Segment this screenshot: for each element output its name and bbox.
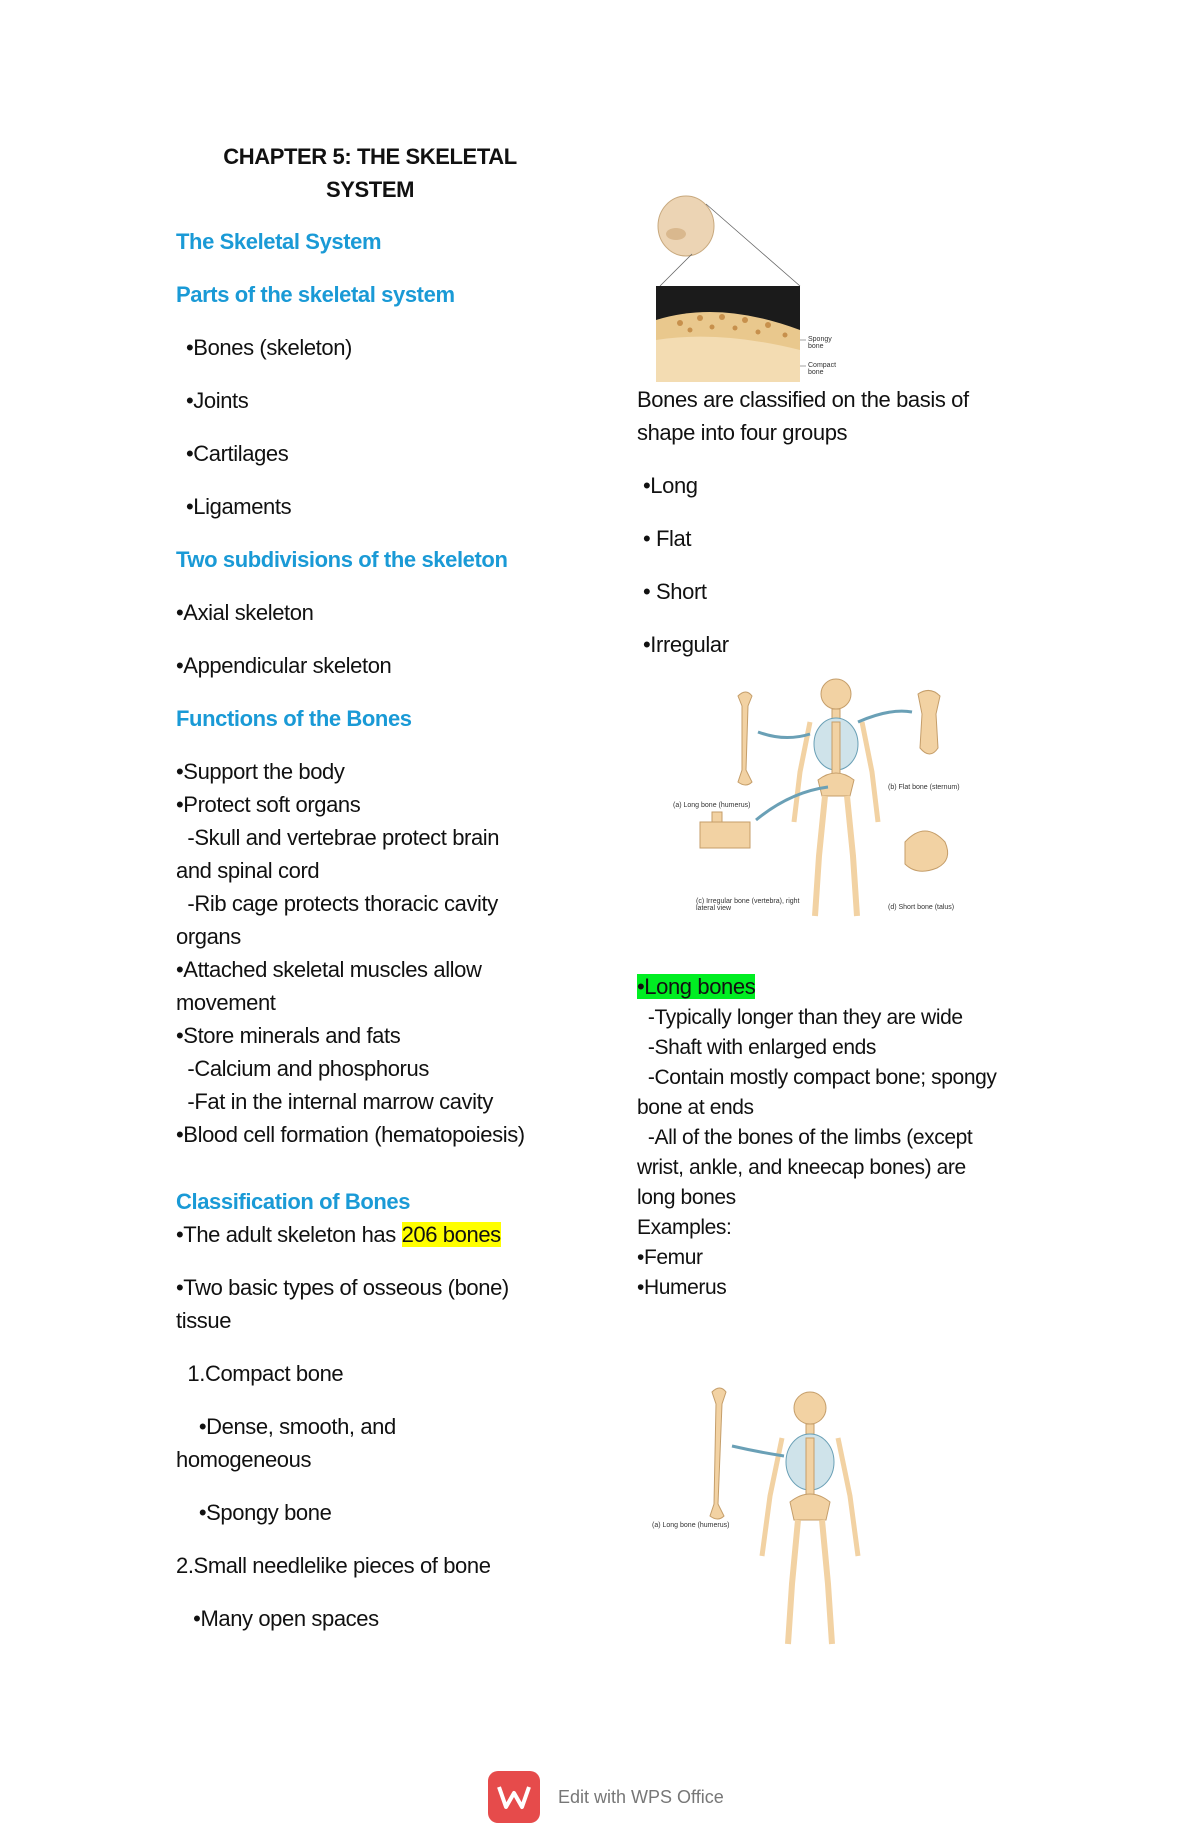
list-item: •Axial skeleton: [176, 600, 314, 625]
figure-label: Spongy bone: [808, 336, 832, 350]
heading-parts: Parts of the skeletal system: [176, 282, 455, 307]
list-item: •Ligaments: [186, 494, 292, 519]
list-item: organs: [176, 924, 241, 949]
list-item: movement: [176, 990, 276, 1015]
list-item: Examples:: [637, 1216, 732, 1239]
heading-classification: Classification of Bones: [176, 1189, 411, 1214]
list-item: -Typically longer than they are wide: [637, 1006, 963, 1029]
list-item: •Long: [643, 473, 698, 498]
list-item: -Contain mostly compact bone; spongy: [637, 1066, 997, 1089]
wps-footer-text: Edit with WPS Office: [558, 1786, 724, 1807]
long-bone-skeleton-figure: [650, 1380, 900, 1650]
list-item: • Short: [643, 579, 707, 604]
figure-label: (d) Short bone (talus): [888, 904, 955, 911]
list-item: -All of the bones of the limbs (except: [637, 1126, 973, 1149]
page-title: [190, 140, 550, 206]
list-item: •Joints: [186, 388, 249, 413]
figure-label: (b) Flat bone (sternum): [888, 784, 960, 791]
wps-logo-icon: [488, 1771, 540, 1823]
list-item: wrist, ankle, and kneecap bones) are: [637, 1156, 966, 1179]
classified-line-2: shape into four groups: [637, 420, 848, 445]
figure-label: (a) Long bone (humerus): [673, 802, 751, 809]
adult-skeleton-line: [176, 1218, 501, 1251]
classified-line-1: Bones are classified on the basis of: [637, 387, 969, 412]
heading-functions: Functions of the Bones: [176, 706, 412, 731]
list-item: -Skull and vertebrae protect brain: [176, 825, 500, 850]
title-line-1: CHAPTER 5: THE SKELETAL: [223, 144, 517, 169]
figure-label: Compact bone: [808, 362, 837, 376]
list-item: •Spongy bone: [176, 1500, 332, 1525]
list-item: •Dense, smooth, and: [176, 1414, 396, 1439]
figure-label: (c) Irregular bone (vertebra), right lateral view: [696, 898, 800, 912]
list-item: •Store minerals and fats: [176, 1023, 401, 1048]
long-bones-title: •Long bones: [637, 974, 756, 999]
heading-skeletal-system: The Skeletal System: [176, 229, 382, 254]
long-bones-heading: [637, 970, 755, 1003]
list-item: •Support the body: [176, 759, 345, 784]
heading-subdivisions: Two subdivisions of the skeleton: [176, 547, 508, 572]
list-item: •Many open spaces: [176, 1606, 379, 1631]
list-item: -Calcium and phosphorus: [176, 1056, 429, 1081]
list-item: • Flat: [643, 526, 692, 551]
list-item: long bones: [637, 1186, 736, 1209]
bone-shapes-figure: [660, 672, 980, 927]
list-item: •Attached skeletal muscles allow: [176, 957, 482, 982]
adult-prefix: •The adult skeleton has: [176, 1222, 402, 1247]
list-item: -Fat in the internal marrow cavity: [176, 1089, 493, 1114]
list-item: •Protect soft organs: [176, 792, 361, 817]
list-item: •Appendicular skeleton: [176, 653, 392, 678]
list-item: -Rib cage protects thoracic cavity: [176, 891, 498, 916]
list-item: •Femur: [637, 1246, 703, 1269]
list-item: -Shaft with enlarged ends: [637, 1036, 877, 1059]
list-item: 2.Small needlelike pieces of bone: [176, 1553, 491, 1578]
list-item: •Blood cell formation (hematopoiesis): [176, 1122, 525, 1147]
list-item: •Humerus: [637, 1276, 727, 1299]
skull-bone-section-figure: [650, 190, 830, 385]
list-item: homogeneous: [176, 1447, 312, 1472]
list-item: tissue: [176, 1308, 232, 1333]
figure-label: (a) Long bone (humerus): [652, 1522, 730, 1529]
list-item: •Irregular: [643, 632, 729, 657]
title-line-2: SYSTEM: [325, 177, 415, 202]
highlight-206-bones: 206 bones: [401, 1222, 501, 1247]
list-item: and spinal cord: [176, 858, 320, 883]
wps-footer[interactable]: [488, 1770, 724, 1824]
list-item: •Two basic types of osseous (bone): [176, 1275, 509, 1300]
list-item: •Cartilages: [186, 441, 289, 466]
list-item: 1.Compact bone: [176, 1361, 344, 1386]
list-item: •Bones (skeleton): [186, 335, 352, 360]
list-item: bone at ends: [637, 1096, 754, 1119]
